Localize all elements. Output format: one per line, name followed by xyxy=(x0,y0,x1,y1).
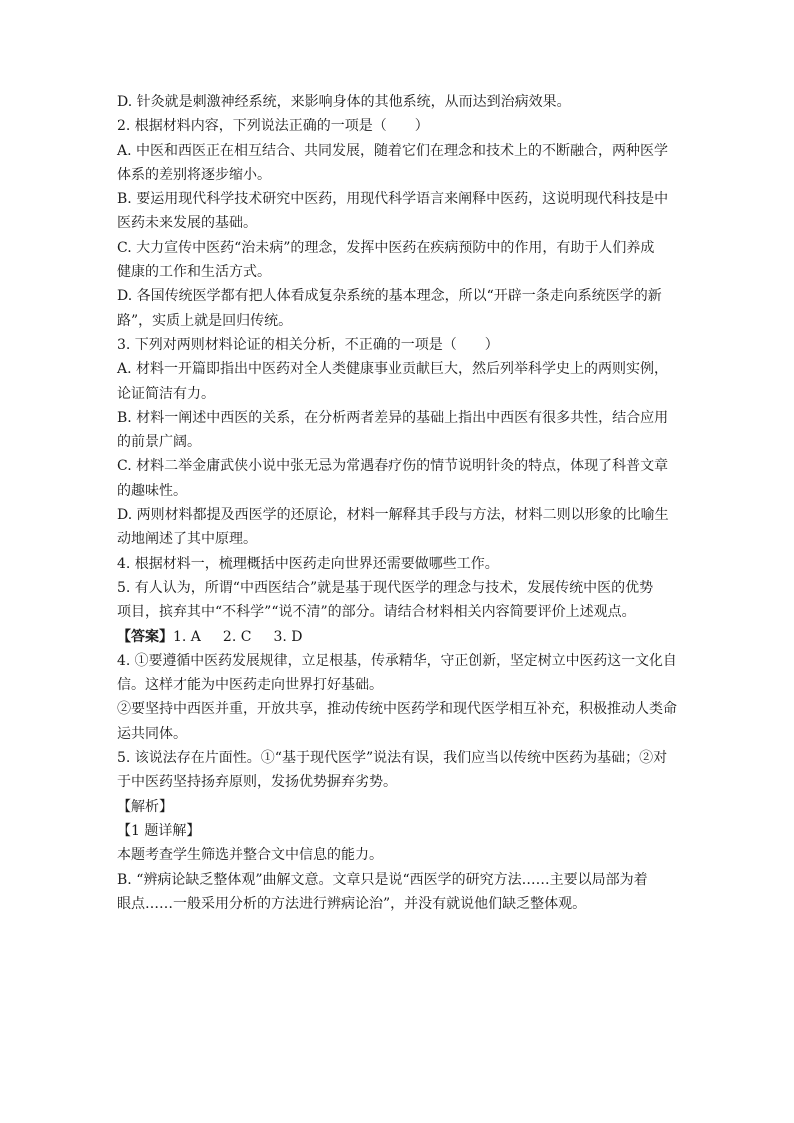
document-page xyxy=(117,90,677,916)
text-line: 医药未来发展的基础。 xyxy=(117,215,257,232)
text-line: A. 中医和西医正在相互结合、共同发展，随着它们在理念和技术上的不断融合，两种医学 xyxy=(117,142,669,159)
text-line: 本题考查学生筛选并整合文中信息的能力。 xyxy=(117,847,383,864)
text-line: D. 各国传统医学都有把人体看成复杂系统的基本理念，所以“开辟一条走向系统医学的新 xyxy=(117,288,662,305)
answer-line xyxy=(117,625,677,649)
answer-item: 2. C xyxy=(222,628,252,645)
text-line: 眼点……一般采用分析的方法进行辨病论治”，并没有就说他们缺乏整体观。 xyxy=(117,895,587,912)
answer-item: 1. A xyxy=(173,628,201,645)
text-line: B. “辨病论缺乏整体观”曲解文意。文章只是说“西医学的研究方法……主要以局部为着 xyxy=(117,871,648,888)
question-5: 5. 有人认为，所谓“中西医结合”就是基于现代医学的理念与技术，发展传统中医的优势 xyxy=(117,579,654,596)
text-line: B. 材料一阐述中西医的关系，在分析两者差异的基础上指出中西医有很多共性，结合应用 xyxy=(117,409,669,426)
text-line: B. 要运用现代科学技术研究中医药，用现代科学语言来阐释中医药，这说明现代科技是中 xyxy=(117,191,669,208)
text-line: D. 两则材料都提及西医学的还原论，材料一解释其手段与方法，材料二则以形象的比喻生 xyxy=(117,507,669,524)
answer-label: 【答案】 xyxy=(117,628,173,645)
text-line: 4. ①要遵循中医药发展规律，立足根基，传承精华，守正创新，坚定树立中医药这一文化自 xyxy=(117,652,677,669)
answer-item: 3. D xyxy=(273,628,303,645)
subheading: 【1 题详解】 xyxy=(117,822,201,839)
text-line: 论证简洁有力。 xyxy=(117,385,215,402)
question-4: 4. 根据材料一，梳理概括中医药走向世界还需要做哪些工作。 xyxy=(117,555,499,572)
text-line: D. 针灸就是刺激神经系统，来影响身体的其他系统，从而达到治病效果。 xyxy=(117,94,571,110)
text-line: 运共同体。 xyxy=(117,725,187,742)
text-line: ②要坚持中西医并重，开放共享，推动传统中医药学和现代医学相互补充，积极推动人类命 xyxy=(117,701,677,718)
text-line: C. 大力宣传中医药“治未病”的理念，发挥中医药在疾病预防中的作用，有助于人们养成 xyxy=(117,239,655,256)
text-line: 的前景广阔。 xyxy=(117,434,201,451)
question-2: 2. 根据材料内容，下列说法正确的一项是（ ） xyxy=(117,118,429,135)
text-line: 动地阐述了其中原理。 xyxy=(117,531,257,548)
analysis-heading: 【解析】 xyxy=(117,798,173,815)
text-line: A. 材料一开篇即指出中医药对全人类健康事业贡献巨大，然后列举科学史上的两则实例， xyxy=(117,361,669,378)
text-line: 路”，实质上就是回归传统。 xyxy=(117,312,293,329)
text-line: 健康的工作和生活方式。 xyxy=(117,264,271,281)
text-line: C. 材料二举金庸武侠小说中张无忌为常遇春疗伤的情节说明针灸的特点，体现了科普文章 xyxy=(117,458,669,475)
text-line: 5. 该说法存在片面性。①“基于现代医学”说法有误，我们应当以传统中医药为基础；②对 xyxy=(117,750,668,767)
text-line: 体系的差别将逐步缩小。 xyxy=(117,166,271,183)
text-line: 于中医药坚持扬弃原则，发扬优势摒弃劣势。 xyxy=(117,774,397,791)
text-line: 项目，摈弃其中“不科学”“说不清”的部分。请结合材料相关内容简要评价上述观点。 xyxy=(117,604,636,621)
question-3: 3. 下列对两则材料论证的相关分析，不正确的一项是（ ） xyxy=(117,336,499,353)
text-line: 信。这样才能为中医药走向世界打好基础。 xyxy=(117,677,383,694)
text-line: 的趣味性。 xyxy=(117,482,187,499)
